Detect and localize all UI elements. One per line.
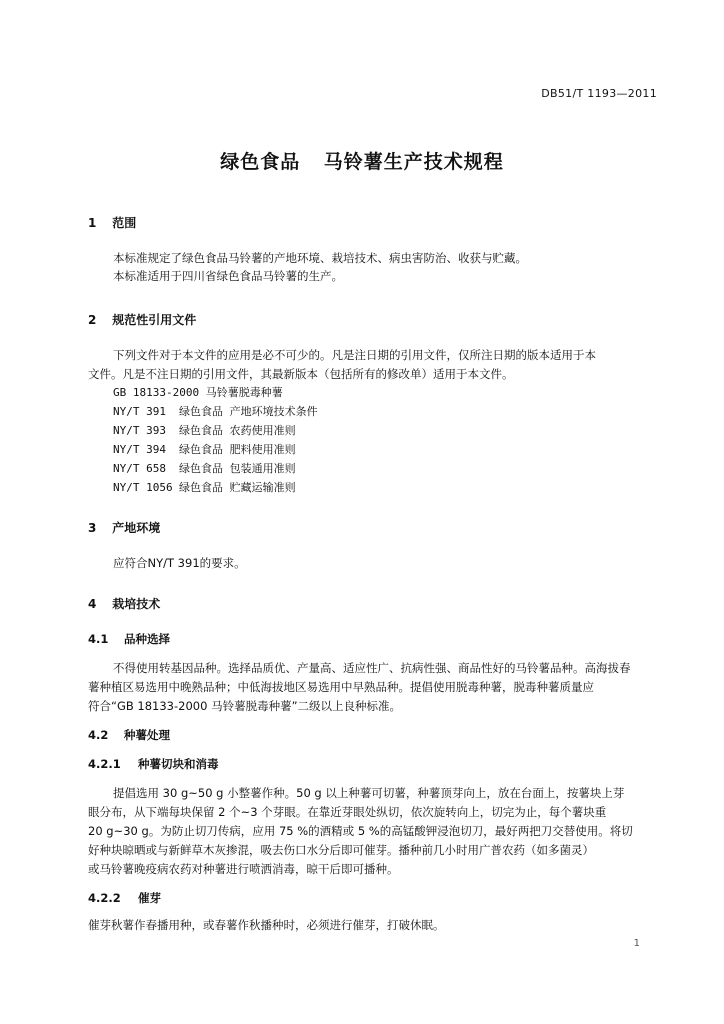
subsection-number: 4.1 bbox=[88, 632, 109, 646]
subsection-title: 品种选择 bbox=[124, 632, 171, 646]
paragraph-line: 下列文件对于本文件的应用是必不可少的。凡是注日期的引用文件，仅所注日期的版本适用于本 bbox=[113, 348, 596, 362]
paragraph-line: 或马铃薯晚疫病农药对种薯进行喷洒消毒，晾干后即可播种。 bbox=[88, 862, 399, 876]
subsection-4-2-1-heading bbox=[88, 756, 219, 772]
reference-item bbox=[113, 479, 296, 495]
paragraph-line: 提倡选用 30 g~50 g 小整薯作种。50 g 以上种薯可切薯，种薯顶芽向上，放在台面上，按薯块上芽 bbox=[113, 786, 625, 800]
paragraph-line: 不得使用转基因品种。选择品质优、产量高、适应性广、抗病性强、商品性好的马铃薯品种。高海拔春 bbox=[113, 661, 631, 675]
subsection-4-2-heading bbox=[88, 727, 170, 743]
reference-code: NY/T 393 bbox=[113, 424, 166, 437]
subsection-number: 4.2 bbox=[88, 728, 109, 742]
subsection-title: 催芽 bbox=[138, 891, 162, 905]
reference-item bbox=[113, 422, 296, 438]
reference-item bbox=[113, 441, 296, 457]
paragraph-line: 本标准适用于四川省绿色食品马铃薯的生产。 bbox=[113, 269, 343, 283]
paragraph-line: 眼分布，从下端每块保留 2 个~3 个芽眼。在靠近芽眼处纵切，依次旋转向上，切完为止，每个薯块重 bbox=[88, 805, 607, 819]
paragraph-line: 薯种植区易选用中晚熟品种；中低海拔地区易选用中早熟品种。提倡使用脱毒种薯，脱毒种薯质量应 bbox=[88, 680, 594, 694]
subsection-4-2-2-heading bbox=[88, 890, 161, 906]
reference-code: NY/T 658 bbox=[113, 462, 166, 475]
reference-title: GB 18133-2000 马铃薯脱毒种薯 bbox=[113, 386, 283, 399]
section-number: 3 bbox=[88, 521, 97, 535]
page-number: 1 bbox=[633, 938, 640, 949]
reference-title: 绿色食品 贮藏运输准则 bbox=[179, 481, 296, 494]
paragraph-line: 20 g~30 g。为防止切刀传病，应用 75 %的酒精或 5 %的高锰酸钾浸泡切刀，最好两把刀交替使用。将切 bbox=[88, 824, 633, 838]
reference-code: NY/T 391 bbox=[113, 405, 166, 418]
reference-title: 绿色食品 农药使用准则 bbox=[179, 424, 296, 437]
section-number: 4 bbox=[88, 597, 97, 611]
reference-title: 绿色食品 包装通用准则 bbox=[179, 462, 296, 475]
section-title: 范围 bbox=[112, 216, 137, 230]
subsection-number: 4.2.1 bbox=[88, 757, 121, 771]
document-code: DB51/T 1193—2011 bbox=[541, 87, 657, 100]
section-1-heading bbox=[88, 214, 136, 231]
paragraph-line: 好种块晾晒或与新鲜草木灰掺混，吸去伤口水分后即可催芽。播种前几小时用广普农药（如多菌灵） bbox=[88, 843, 594, 857]
document-title: 绿色食品 马铃薯生产技术规程 bbox=[220, 151, 504, 173]
reference-item bbox=[113, 460, 296, 476]
section-title: 产地环境 bbox=[112, 521, 161, 535]
section-4-heading bbox=[88, 595, 160, 612]
reference-code: NY/T 394 bbox=[113, 443, 166, 456]
subsection-number: 4.2.2 bbox=[88, 891, 121, 905]
subsection-title: 种薯处理 bbox=[124, 728, 171, 742]
subsection-4-1-heading bbox=[88, 631, 170, 647]
section-3-heading bbox=[88, 519, 160, 536]
reference-item bbox=[113, 384, 283, 400]
paragraph-line: 催芽秋薯作春播用种，或春薯作秋播种时，必须进行催芽，打破休眠。 bbox=[88, 918, 445, 932]
section-number: 1 bbox=[88, 216, 97, 230]
paragraph-line: 本标准规定了绿色食品马铃薯的产地环境、栽培技术、病虫害防治、收获与贮藏。 bbox=[113, 251, 527, 265]
reference-code: NY/T 1056 bbox=[113, 481, 173, 494]
section-2-heading bbox=[88, 311, 196, 328]
paragraph-line: 应符合NY/T 391的要求。 bbox=[113, 556, 246, 570]
section-title: 栽培技术 bbox=[112, 597, 161, 611]
paragraph-line: 文件。凡是不注日期的引用文件，其最新版本（包括所有的修改单）适用于本文件。 bbox=[88, 367, 514, 381]
section-number: 2 bbox=[88, 313, 97, 327]
reference-title: 绿色食品 产地环境技术条件 bbox=[179, 405, 318, 418]
paragraph-line: 符合“GB 18133-2000 马铃薯脱毒种薯”二级以上良种标准。 bbox=[88, 699, 402, 713]
subsection-title: 种薯切块和消毒 bbox=[138, 757, 219, 771]
reference-item bbox=[113, 403, 318, 419]
section-title: 规范性引用文件 bbox=[112, 313, 197, 327]
reference-title: 绿色食品 肥料使用准则 bbox=[179, 443, 296, 456]
